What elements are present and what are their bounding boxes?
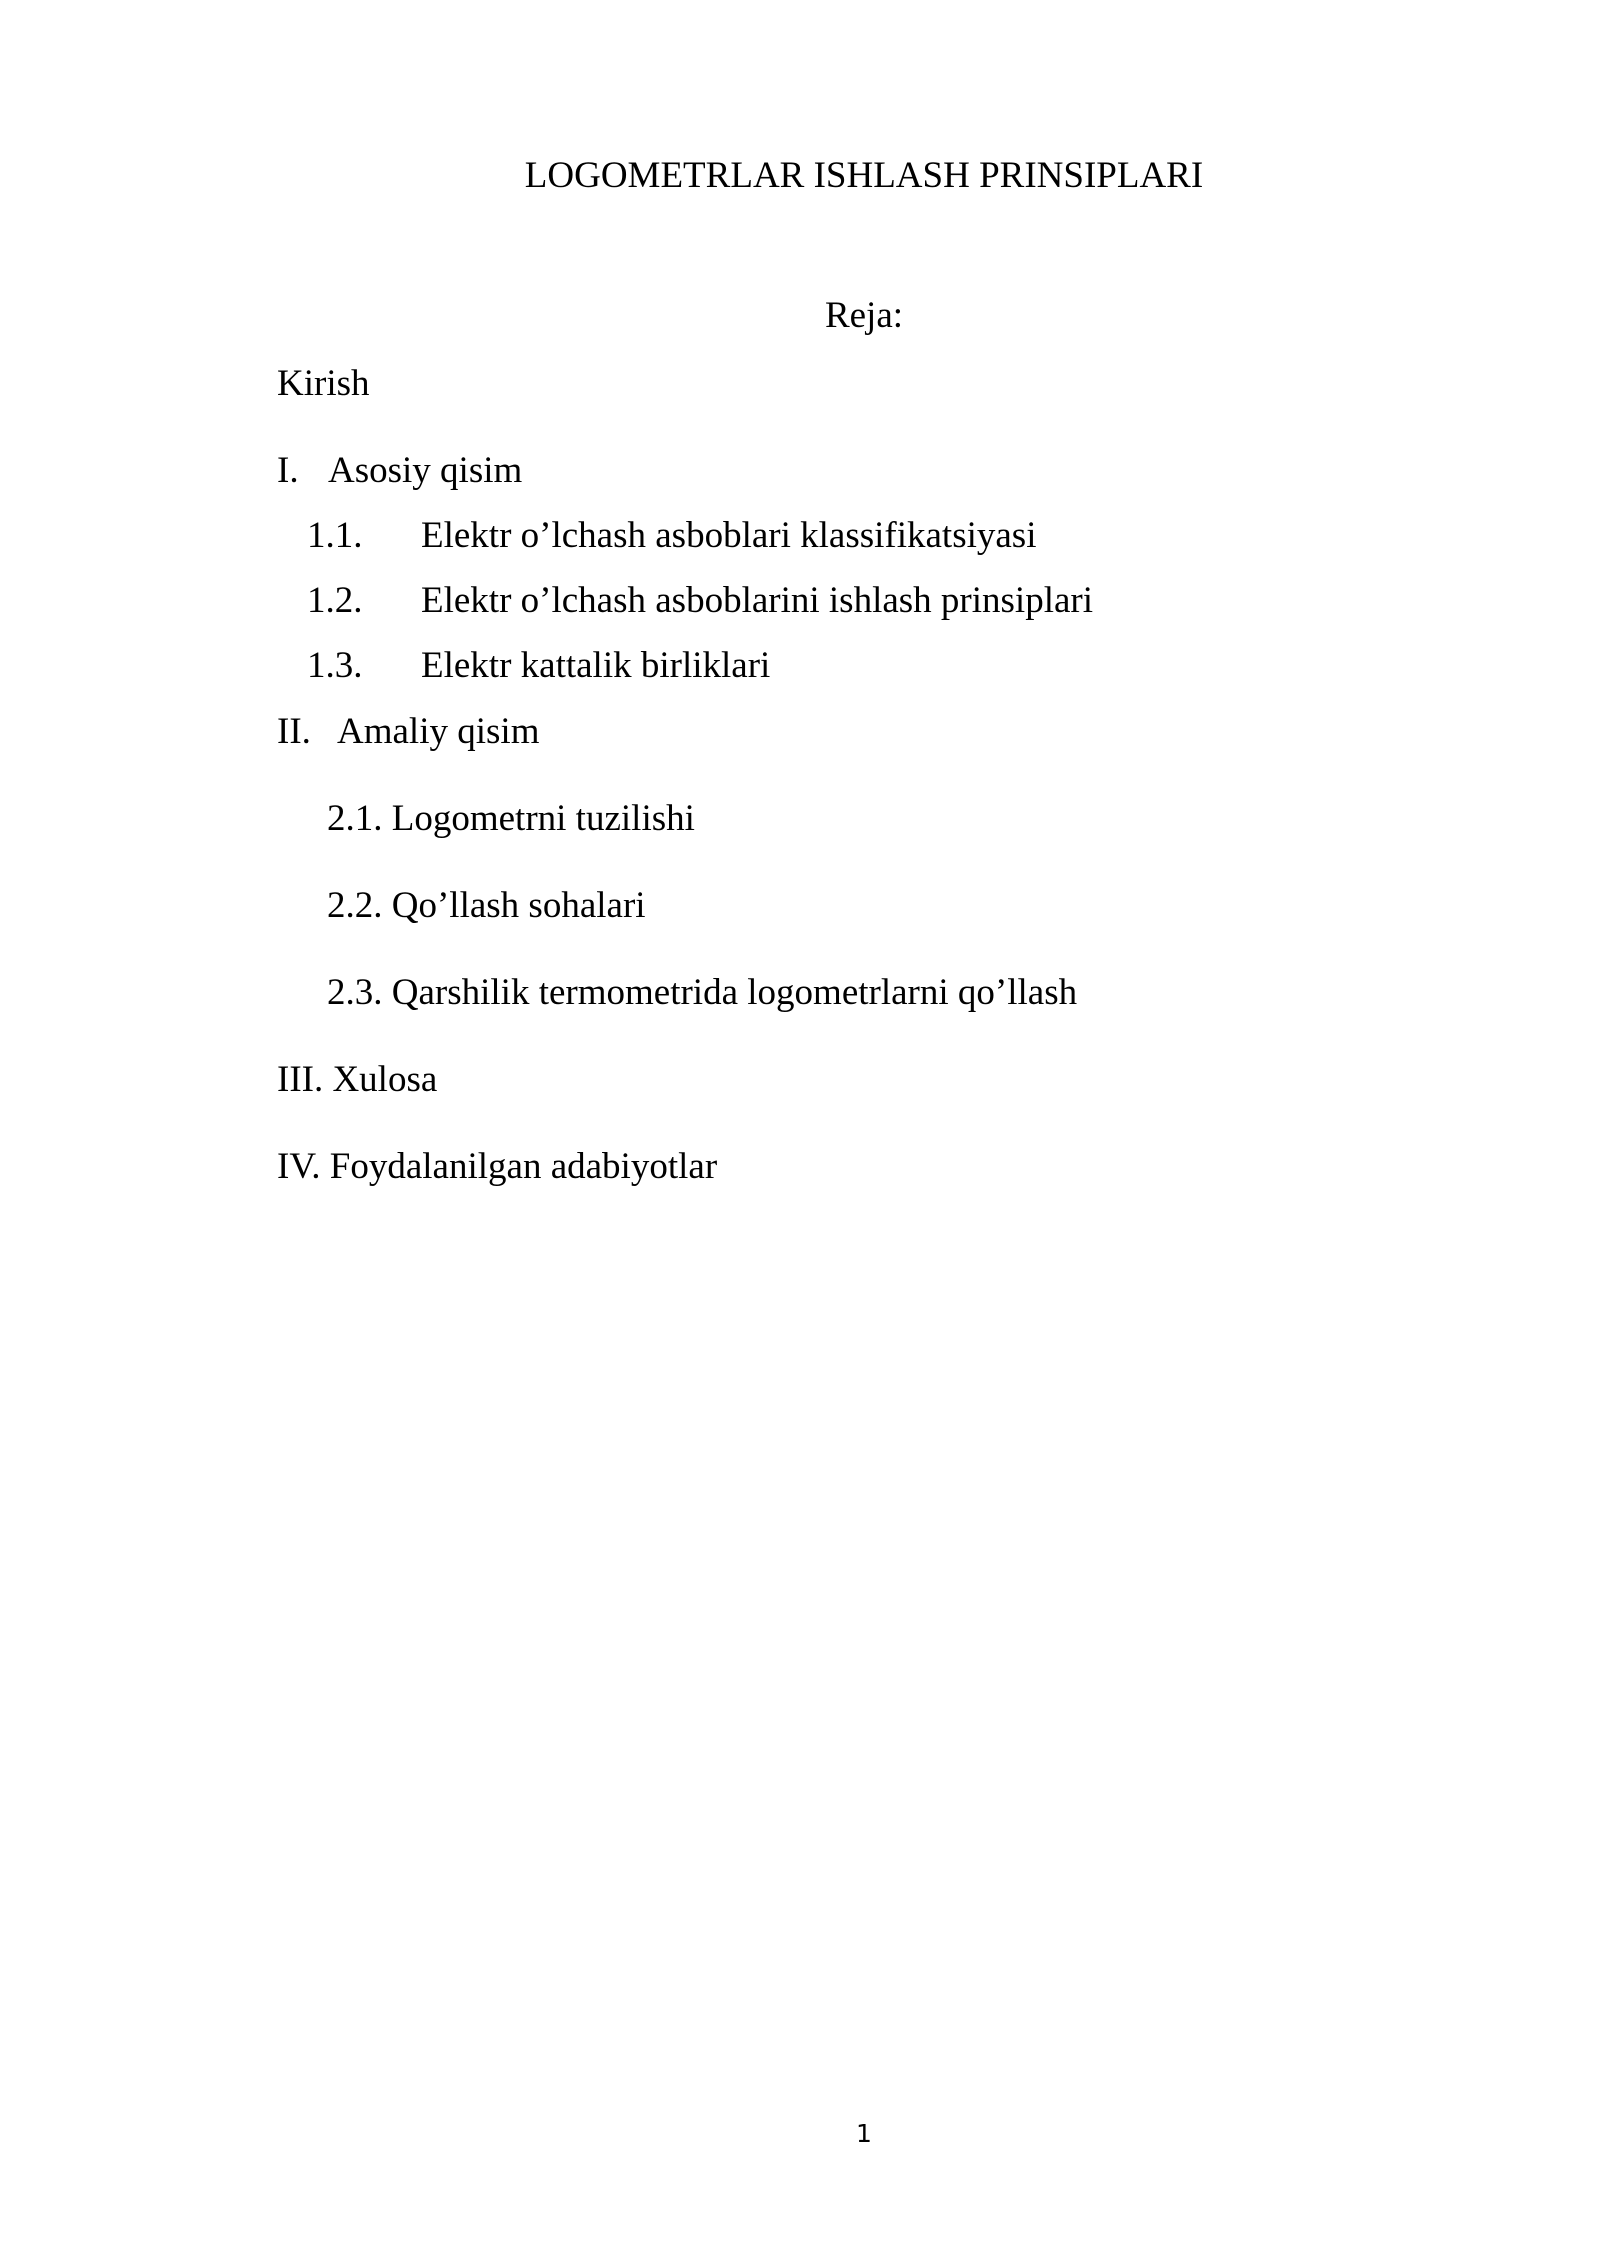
toc-section-3: III. Xulosa bbox=[277, 1059, 438, 1100]
toc-subsection-2-2: 2.2. Qo’llash sohalari bbox=[327, 885, 646, 926]
toc-section-number: II. bbox=[277, 711, 311, 752]
toc-subsection-label: Elektr kattalik birliklari bbox=[421, 645, 771, 686]
toc-subsection-number: 1.2. bbox=[307, 580, 363, 621]
toc-section-label: Asosiy qisim bbox=[328, 450, 523, 491]
toc-subsection-number: 1.3. bbox=[307, 645, 363, 686]
toc-subsection-number: 1.1. bbox=[307, 515, 363, 556]
toc-section-4: IV. Foydalanilgan adabiyotlar bbox=[277, 1146, 718, 1187]
document-title: LOGOMETRLAR ISHLASH PRINSIPLARI bbox=[524, 155, 1204, 196]
toc-section-number: I. bbox=[277, 450, 299, 491]
plan-heading: Reja: bbox=[824, 295, 904, 336]
page-number: 1 bbox=[856, 2119, 872, 2148]
toc-subsection-label: Elektr o’lchash asboblari klassifikatsiyasi bbox=[421, 515, 1037, 556]
toc-subsection-2-3: 2.3. Qarshilik termometrida logometrlarni qo’llash bbox=[327, 972, 1078, 1013]
toc-section-label: Amaliy qisim bbox=[337, 711, 540, 752]
toc-subsection-label: Elektr o’lchash asboblarini ishlash prinsiplari bbox=[421, 580, 1094, 621]
toc-subsection-2-1: 2.1. Logometrni tuzilishi bbox=[327, 798, 695, 839]
toc-intro: Kirish bbox=[277, 363, 370, 404]
